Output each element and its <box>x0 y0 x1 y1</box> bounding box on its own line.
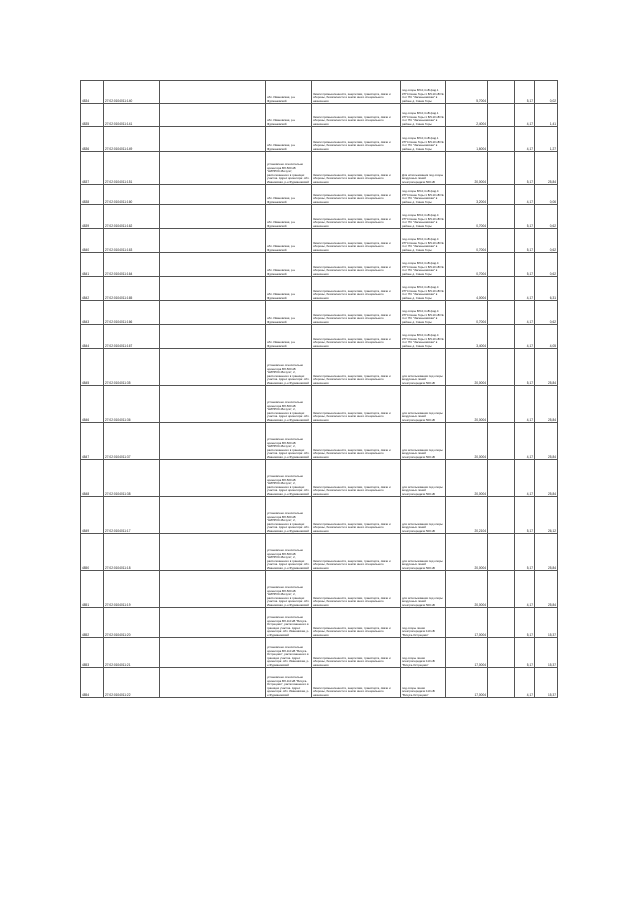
empty-cell <box>160 460 266 497</box>
cadastral-number: 27:02:0104011:36 <box>104 386 160 423</box>
address-cell: установлено относительно ориентира ВЛ-500 кВ "НИПРОС-Вичуга", 2, расположенного в границах участка. Адрес ориентира: обл. Ивановская, р-н Фурмановский <box>266 497 312 534</box>
rate-cell: 4,17 <box>515 386 535 423</box>
empty-cell <box>160 608 266 638</box>
permitted-use-cell: под опоры ВЛ-0,4 кВ фид.1 КТП-Синие Горы 1 ВЛ-10 кВ № 4 от ПС "Засеньковская" в районе д. Синие Горы <box>401 127 446 152</box>
land-category-cell: Земли промышленности, энергетики, транспорта, связи и обороны, безопасности и земли иного специального назначения <box>312 81 401 104</box>
empty-cell <box>488 638 515 668</box>
empty-cell <box>160 349 266 386</box>
empty-cell <box>488 349 515 386</box>
row-number: 4853 <box>81 638 104 668</box>
land-category-cell: Земли промышленности, энергетики, транспорта, связи и обороны, безопасности и земли иного специального назначения <box>312 497 401 534</box>
empty-cell <box>488 277 515 301</box>
address-cell: обл. Ивановская, р-н Фурмановский <box>266 185 312 205</box>
empty-cell <box>488 81 515 104</box>
rate-cell: 5,17 <box>515 497 535 534</box>
row-number: 4841 <box>81 253 104 277</box>
cadastral-number: 27:02:0104011:163 <box>104 229 160 253</box>
table-row <box>81 386 558 423</box>
cadastral-number: 27:02:0104011:164 <box>104 253 160 277</box>
empty-cell <box>160 205 266 229</box>
permitted-use-cell: для использования под опоры воздушных линий электропередачи 500 кВ <box>401 349 446 386</box>
empty-cell <box>160 152 266 185</box>
empty-cell <box>160 386 266 423</box>
sum-cell: 15,37 <box>535 668 558 698</box>
sum-cell: 25,84 <box>535 460 558 497</box>
cadastral-number: 27:02:0104011:37 <box>104 423 160 460</box>
table-body <box>81 81 558 698</box>
row-number: 4840 <box>81 229 104 253</box>
sum-cell: 25,84 <box>535 349 558 386</box>
row-number: 4838 <box>81 185 104 205</box>
cadastral-number: 27:02:0104011:149 <box>104 127 160 152</box>
sum-cell: 25,84 <box>535 571 558 608</box>
area-cell: 4,0004 <box>446 277 488 301</box>
row-number: 4848 <box>81 460 104 497</box>
land-category-cell: Земли промышленности, энергетики, транспорта, связи и обороны, безопасности и земли иного специального назначения <box>312 253 401 277</box>
empty-cell <box>160 127 266 152</box>
row-number: 4834 <box>81 81 104 104</box>
empty-cell <box>488 386 515 423</box>
land-category-cell: Земли промышленности, энергетики, транспорта, связи и обороны, безопасности и земли иного специального назначения <box>312 325 401 349</box>
row-number: 4846 <box>81 386 104 423</box>
land-category-cell: Земли промышленности, энергетики, транспорта, связи и обороны, безопасности и земли иного специального назначения <box>312 277 401 301</box>
address-cell: обл. Ивановская, р-н Фурмановский <box>266 301 312 325</box>
rate-cell: 5,17 <box>515 638 535 668</box>
address-cell: установлено относительно ориентира ВЛ-500 кВ "НИПРОС-Вичуга", 2, расположенного в границах участка. Адрес ориентира: обл. Ивановская, р-н Фурмановский <box>266 349 312 386</box>
rate-cell: 4,17 <box>515 127 535 152</box>
cadastral-number: 27:02:0104011:141 <box>104 104 160 127</box>
address-cell: установлено относительно ориентира ВЛ-500 кВ "НИПРОС-Вичуга", 2, расположенного в границах участка. Адрес ориентира: обл. Ивановская, р-н Фурмановский <box>266 386 312 423</box>
empty-cell <box>160 325 266 349</box>
permitted-use-cell: Для использования под опоры воздушных линий электропередачи 500 кВ <box>401 152 446 185</box>
sum-cell: 0,06 <box>535 185 558 205</box>
row-number: 4836 <box>81 127 104 152</box>
area-cell: 0,7004 <box>446 229 488 253</box>
empty-cell <box>488 608 515 638</box>
area-cell: 0,7004 <box>446 253 488 277</box>
land-category-cell: Земли промышленности, энергетики, транспорта, связи и обороны, безопасности и земли иного специального назначения <box>312 386 401 423</box>
empty-cell <box>160 277 266 301</box>
area-cell: 20,0004 <box>446 534 488 571</box>
rate-cell: 4,17 <box>515 325 535 349</box>
row-number: 4837 <box>81 152 104 185</box>
land-category-cell: Земли промышленности, энергетики, транспорта, связи и обороны, безопасности и земли иного специального назначения <box>312 608 401 638</box>
address-cell: обл. Ивановская, р-н Фурмановский <box>266 253 312 277</box>
permitted-use-cell: для использования под опоры воздушных линий электропередачи 500 кВ <box>401 460 446 497</box>
empty-cell <box>488 423 515 460</box>
table-row <box>81 277 558 301</box>
rate-cell: 4,17 <box>515 104 535 127</box>
area-cell: 17,0004 <box>446 638 488 668</box>
table-row <box>81 152 558 185</box>
permitted-use-cell: под опоры ВЛ-0,4 кВ фид.4 КТП-Синие Горы 1 ВЛ-10 кВ № 4 от ПС "Засеньковская" в районе д. Синие Горы <box>401 205 446 229</box>
cadastral-number: 27:02:0104011:19 <box>104 571 160 608</box>
sum-cell: 25,84 <box>535 534 558 571</box>
permitted-use-cell: для использования под опоры воздушных линий электропередачи 500 кВ <box>401 571 446 608</box>
area-cell: 0,7004 <box>446 301 488 325</box>
cadastral-number: 27:02:0104011:167 <box>104 325 160 349</box>
empty-cell <box>488 301 515 325</box>
land-category-cell: Земли промышленности, энергетики, транспорта, связи и обороны, безопасности и земли иного специального назначения <box>312 668 401 698</box>
area-cell: 2,4004 <box>446 104 488 127</box>
row-number: 4851 <box>81 571 104 608</box>
rate-cell: 5,17 <box>515 205 535 229</box>
sum-cell: 0,62 <box>535 253 558 277</box>
land-category-cell: Земли промышленности, энергетики, транспорта, связи и обороны, безопасности и земли иного специального назначения <box>312 229 401 253</box>
row-number: 4854 <box>81 668 104 698</box>
area-cell: 20,0004 <box>446 423 488 460</box>
rate-cell: 5,17 <box>515 152 535 185</box>
rate-cell: 4,17 <box>515 423 535 460</box>
permitted-use-cell: под опоры ВЛ-0,4 кВ фид.4 КТП-Синие Горы 1 ВЛ-10 кВ № 4 от ПС "Засеньковская" в районе д. Синие Горы <box>401 229 446 253</box>
land-category-cell: Земли промышленности, энергетики, транспорта, связи и обороны, безопасности и земли иного специального назначения <box>312 534 401 571</box>
table-row <box>81 571 558 608</box>
empty-cell <box>488 152 515 185</box>
sum-cell: 15,37 <box>535 608 558 638</box>
row-number: 4852 <box>81 608 104 638</box>
empty-cell <box>160 571 266 608</box>
address-cell: обл. Ивановская, р-н Фурмановский <box>266 127 312 152</box>
sum-cell: 25,84 <box>535 152 558 185</box>
permitted-use-cell: для использования под опоры воздушных линий электропередачи 500 кВ <box>401 497 446 534</box>
land-category-cell: Земли промышленности, энергетики, транспорта, связи и обороны, безопасности и земли иного специального назначения <box>312 104 401 127</box>
empty-cell <box>160 185 266 205</box>
land-category-cell: Земли промышленности, энергетики, транспорта, связи и обороны, безопасности и земли иного специального назначения <box>312 205 401 229</box>
address-cell: установлено относительно ориентира ВЛ-500 кВ "НИПРОС-Вичуга", 2, расположенного в границах участка. Адрес ориентира: обл. Ивановская, р-н Фурмановский <box>266 571 312 608</box>
permitted-use-cell: под опоры ВЛ-0,4 кВ фид.1 КТП-Синие Горы 1 ВЛ-10 кВ № 4 от ПС "Засеньковская" в районе д. Синие Горы <box>401 81 446 104</box>
address-cell: обл. Ивановская, р-н Фурмановский <box>266 81 312 104</box>
land-category-cell: Земли промышленности, энергетики, транспорта, связи и обороны, безопасности и земли иного специального назначения <box>312 349 401 386</box>
table-row <box>81 608 558 638</box>
empty-cell <box>160 423 266 460</box>
row-number: 4847 <box>81 423 104 460</box>
rate-cell: 4,17 <box>515 185 535 205</box>
area-cell: 17,0004 <box>446 668 488 698</box>
address-cell: обл. Ивановская, р-н Фурмановский <box>266 104 312 127</box>
table-row <box>81 668 558 698</box>
empty-cell <box>160 229 266 253</box>
row-number: 4842 <box>81 277 104 301</box>
land-category-cell: Земли промышленности, энергетики, транспорта, связи и обороны, безопасности и земли иного специального назначения <box>312 301 401 325</box>
permitted-use-cell: под опоры ВЛ-0,4 кВ фид.4 КТП-Синие Горы 1 ВЛ-10 кВ № 4 от ПС "Засеньковская" в районе д. Синие Горы <box>401 253 446 277</box>
cadastral-number: 27:02:0104011:22 <box>104 668 160 698</box>
rate-cell: 4,17 <box>515 668 535 698</box>
rate-cell: 5,17 <box>515 534 535 571</box>
empty-cell <box>488 571 515 608</box>
address-cell: обл. Ивановская, р-н Фурмановский <box>266 229 312 253</box>
permitted-use-cell: под опоры ВЛ-0,4 кВ фид.4 КТП-Синие Горы 1 ВЛ-10 кВ № 4 от ПС "Засеньковская" в районе д. Синие Горы <box>401 277 446 301</box>
address-cell: обл. Ивановская, р-н Фурмановский <box>266 205 312 229</box>
rate-cell: 5,17 <box>515 608 535 638</box>
empty-cell <box>488 127 515 152</box>
row-number: 4850 <box>81 534 104 571</box>
land-plots-table <box>80 80 558 698</box>
address-cell: установлено относительно ориентира ВЛ-500 кВ "НИПРОС-Вичуга", 2, расположенного в границах участка. Адрес ориентира: обл. Ивановская, р-н Фурмановский <box>266 460 312 497</box>
table-row <box>81 325 558 349</box>
table-row <box>81 349 558 386</box>
table-row <box>81 185 558 205</box>
table-row <box>81 497 558 534</box>
table-row <box>81 423 558 460</box>
area-cell: 20,0004 <box>446 571 488 608</box>
empty-cell <box>488 497 515 534</box>
rate-cell: 5,17 <box>515 229 535 253</box>
cadastral-number: 27:02:0104011:165 <box>104 277 160 301</box>
address-cell: установлено относительно ориентира ВЛ-500 кВ "НИПРОС-Вичуга", 2, расположенного в границах участка. Адрес ориентира: обл. Ивановская, р-н Фурмановский <box>266 423 312 460</box>
cadastral-number: 27:02:0104011:160 <box>104 185 160 205</box>
rate-cell: 4,17 <box>515 460 535 497</box>
sum-cell: 4,05 <box>535 325 558 349</box>
empty-cell <box>160 104 266 127</box>
empty-cell <box>160 534 266 571</box>
permitted-use-cell: под опоры линии электропередачи 110 кВ "Вичуга-Острецово" <box>401 638 446 668</box>
rate-cell: 4,17 <box>515 301 535 325</box>
land-category-cell: Земли промышленности, энергетики, транспорта, связи и обороны, безопасности и земли иного специального назначения <box>312 638 401 668</box>
address-cell: установлено относительно ориентира ВЛ-500 кВ "НИПРОС-Вичуга", расположенного в границах участка. Адрес ориентира: обл. Ивановская, р-н Фурмановский <box>266 152 312 185</box>
empty-cell <box>488 229 515 253</box>
address-cell: обл. Ивановская, р-н Фурмановский <box>266 277 312 301</box>
empty-cell <box>160 253 266 277</box>
cadastral-number: 27:02:0104011:20 <box>104 608 160 638</box>
empty-cell <box>160 638 266 668</box>
land-category-cell: Земли промышленности, энергетики, транспорта, связи и обороны, безопасности и земли иного специального назначения <box>312 571 401 608</box>
cadastral-number: 27:02:0104011:151 <box>104 152 160 185</box>
empty-cell <box>160 497 266 534</box>
document-sheet <box>80 80 557 698</box>
permitted-use-cell: для использования под опоры воздушных линий электропередачи 500 кВ <box>401 534 446 571</box>
row-number: 4843 <box>81 301 104 325</box>
cadastral-number: 27:02:0104011:38 <box>104 460 160 497</box>
empty-cell <box>160 668 266 698</box>
address-cell: установлено относительно ориентира ВЛ-110 кВ "Вичуга-Острецово", расположенного в границах участка. Адрес ориентира: обл. Ивановская, р-н Фурмановский <box>266 638 312 668</box>
empty-cell <box>160 81 266 104</box>
empty-cell <box>488 104 515 127</box>
table-row <box>81 301 558 325</box>
permitted-use-cell: под опоры ВЛ-0,4 кВ фид.4 КТП-Синие Горы 1 ВЛ-10 кВ № 4 от ПС "Засеньковская" в районе д. Синие Горы <box>401 185 446 205</box>
cadastral-number: 27:02:0104011:18 <box>104 534 160 571</box>
address-cell: обл. Ивановская, р-н Фурмановский <box>266 325 312 349</box>
sum-cell: 15,37 <box>535 638 558 668</box>
area-cell: 1,6004 <box>446 127 488 152</box>
sum-cell: 6,31 <box>535 277 558 301</box>
row-number: 4845 <box>81 349 104 386</box>
row-number: 4839 <box>81 205 104 229</box>
land-category-cell: Земли промышленности, энергетики, транспорта, связи и обороны, безопасности и земли иного специального назначения <box>312 127 401 152</box>
address-cell: установлено относительно ориентира ВЛ-500 кВ "НИПРОС-Вичуга", 2, расположенного в границах участка. Адрес ориентира: обл. Ивановская, р-н Фурмановский <box>266 534 312 571</box>
rate-cell: 5,17 <box>515 253 535 277</box>
land-category-cell: Земли промышленности, энергетики, транспорта, связи и обороны, безопасности и земли иного специального назначения <box>312 185 401 205</box>
cadastral-number: 27:02:0104011:17 <box>104 497 160 534</box>
table-row <box>81 104 558 127</box>
sum-cell: 0,62 <box>535 205 558 229</box>
sum-cell: 0,62 <box>535 301 558 325</box>
cadastral-number: 27:02:0104011:21 <box>104 638 160 668</box>
area-cell: 3,4004 <box>446 325 488 349</box>
table-row <box>81 229 558 253</box>
empty-cell <box>488 534 515 571</box>
rate-cell: 5,17 <box>515 349 535 386</box>
permitted-use-cell: под опоры ВЛ-0,4 кВ фид.1 КТП-Синие Горы 1 ВЛ-10 кВ № 4 от ПС "Засеньковская" в районе д. Синие Горы <box>401 104 446 127</box>
area-cell: 20,2104 <box>446 497 488 534</box>
area-cell: 5,7004 <box>446 81 488 104</box>
cadastral-number: 27:02:0104011:166 <box>104 301 160 325</box>
area-cell: 20,0004 <box>446 152 488 185</box>
land-category-cell: Земли промышленности, энергетики, транспорта, связи и обороны, безопасности и земли иного специального назначения <box>312 152 401 185</box>
permitted-use-cell: для использования под опоры воздушных линий электропередачи 500 кВ <box>401 423 446 460</box>
row-number: 4835 <box>81 104 104 127</box>
cadastral-number: 27:02:0104011:162 <box>104 205 160 229</box>
sum-cell: 1,27 <box>535 127 558 152</box>
permitted-use-cell: под опоры линии электропередачи 110 кВ "Вичуга-Острецово" <box>401 608 446 638</box>
area-cell: 3,2004 <box>446 185 488 205</box>
address-cell: установлено относительно ориентира ВЛ-110 кВ "Вичуга-Острецово", расположенного в границах участка. Адрес ориентира: обл. Ивановская, р-н Фурмановский <box>266 668 312 698</box>
table-row <box>81 638 558 668</box>
table-row <box>81 534 558 571</box>
area-cell: 20,0004 <box>446 386 488 423</box>
table-row <box>81 81 558 104</box>
empty-cell <box>488 253 515 277</box>
sum-cell: 1,41 <box>535 104 558 127</box>
rate-cell: 4,17 <box>515 277 535 301</box>
land-category-cell: Земли промышленности, энергетики, транспорта, связи и обороны, безопасности и земли иного специального назначения <box>312 460 401 497</box>
row-number: 4844 <box>81 325 104 349</box>
empty-cell <box>160 301 266 325</box>
row-number: 4849 <box>81 497 104 534</box>
permitted-use-cell: под опоры ВЛ-0,4 кВ фид.4 КТП-Синие Горы 1 ВЛ-10 кВ № 4 от ПС "Засеньковская" в районе д. Синие Горы <box>401 301 446 325</box>
area-cell: 17,0004 <box>446 608 488 638</box>
empty-cell <box>488 205 515 229</box>
cadastral-number: 27:02:0104011:35 <box>104 349 160 386</box>
land-category-cell: Земли промышленности, энергетики, транспорта, связи и обороны, безопасности и земли иного специального назначения <box>312 423 401 460</box>
empty-cell <box>488 668 515 698</box>
area-cell: 0,7004 <box>446 205 488 229</box>
table-row <box>81 460 558 497</box>
empty-cell <box>488 325 515 349</box>
cadastral-number: 27:02:0104011:140 <box>104 81 160 104</box>
sum-cell: 0,02 <box>535 81 558 104</box>
address-cell: установлено относительно ориентира ВЛ-110 кВ "Вичуга-Острецово", расположенного в границах участка. Адрес ориентира: обл. Ивановская, р-н Фурмановский <box>266 608 312 638</box>
sum-cell: 25,84 <box>535 423 558 460</box>
permitted-use-cell: для использования под опоры воздушных линий электропередачи 500 кВ <box>401 386 446 423</box>
empty-cell <box>488 460 515 497</box>
rate-cell: 5,17 <box>515 81 535 104</box>
rate-cell: 4,17 <box>515 571 535 608</box>
area-cell: 20,0004 <box>446 349 488 386</box>
permitted-use-cell: под опоры линии электропередачи 110 кВ "Вичуга-Острецово" <box>401 668 446 698</box>
area-cell: 20,0004 <box>446 460 488 497</box>
empty-cell <box>488 185 515 205</box>
sum-cell: 0,62 <box>535 229 558 253</box>
sum-cell: 25,84 <box>535 386 558 423</box>
table-row <box>81 253 558 277</box>
permitted-use-cell: под опоры ВЛ-0,4 кВ фид.4 КТП-Синие Горы 1 ВЛ-10 кВ № 4 от ПС "Засеньковская" в районе д. Синие Горы <box>401 325 446 349</box>
table-row <box>81 205 558 229</box>
table-row <box>81 127 558 152</box>
sum-cell: 26,12 <box>535 497 558 534</box>
